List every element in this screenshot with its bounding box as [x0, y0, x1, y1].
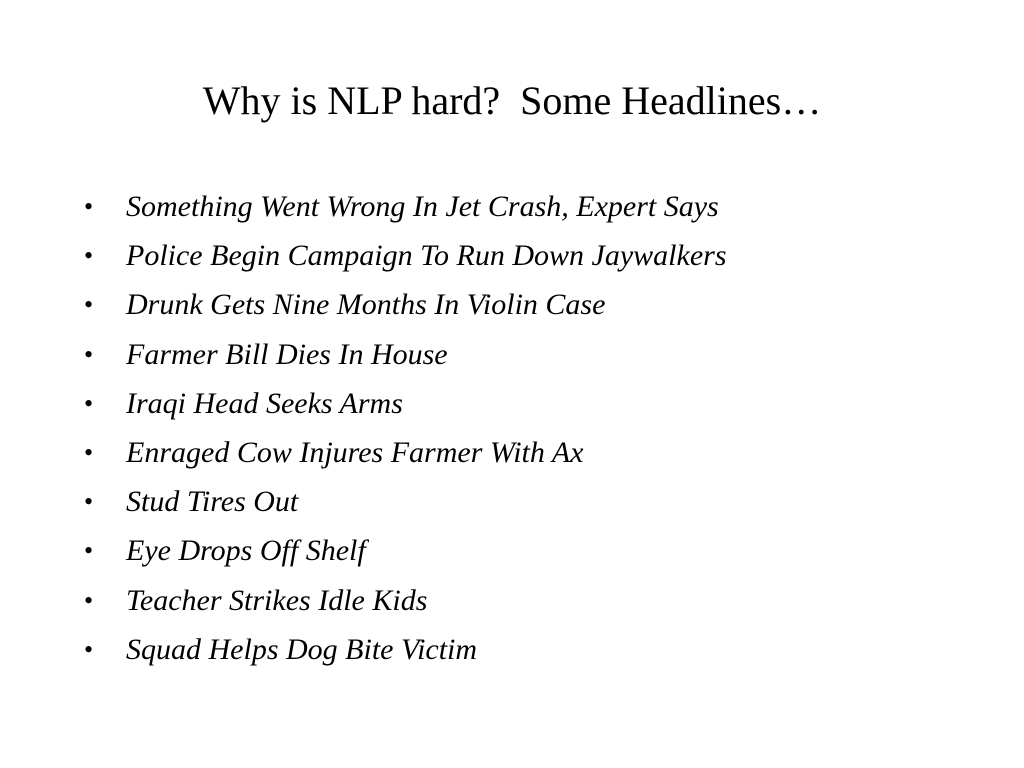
headline-text: Enraged Cow Injures Farmer With Ax — [126, 435, 584, 469]
list-item — [0, 481, 1024, 530]
headline-text: Eye Drops Off Shelf — [126, 534, 366, 568]
list-item — [0, 334, 1024, 383]
list-item — [0, 432, 1024, 481]
headline-text: Iraqi Head Seeks Arms — [126, 386, 403, 420]
bullet-icon: • — [84, 634, 94, 664]
bullet-icon: • — [84, 487, 94, 517]
bullet-icon: • — [84, 388, 94, 418]
bullet-icon: • — [84, 241, 94, 271]
slide-title: Why is NLP hard? Some Headlines… — [202, 78, 822, 123]
bullet-icon: • — [84, 290, 94, 320]
headline-text: Police Begin Campaign To Run Down Jaywalkers — [126, 239, 727, 273]
bullet-icon: • — [84, 192, 94, 221]
headline-text: Teacher Strikes Idle Kids — [126, 583, 428, 617]
bullet-icon: • — [84, 585, 94, 615]
list-item — [0, 530, 1024, 579]
bullet-icon: • — [84, 339, 94, 369]
headline-text: Squad Helps Dog Bite Victim — [126, 632, 478, 666]
list-item — [0, 580, 1024, 629]
list-item — [0, 383, 1024, 432]
headline-text: Drunk Gets Nine Months In Violin Case — [126, 288, 606, 322]
headline-text: Something Went Wrong In Jet Crash, Expert Says — [126, 190, 719, 223]
headline-text: Farmer Bill Dies In House — [126, 337, 448, 371]
list-item — [0, 235, 1024, 284]
list-item — [0, 629, 1024, 678]
headline-list — [0, 186, 1024, 678]
bullet-icon: • — [84, 437, 94, 467]
bullet-icon: • — [84, 536, 94, 566]
list-item — [0, 186, 1024, 235]
list-item — [0, 284, 1024, 333]
headline-text: Stud Tires Out — [126, 485, 299, 519]
